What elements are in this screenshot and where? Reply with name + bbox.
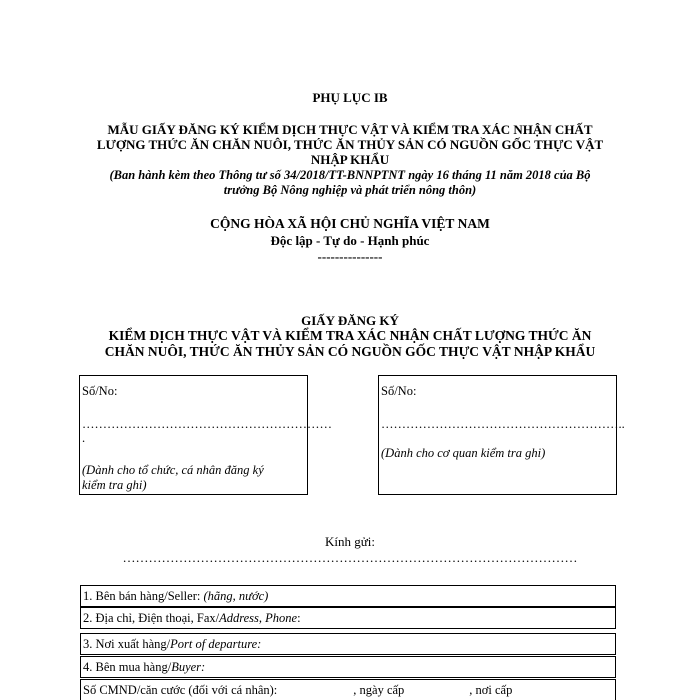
applicant-note-line-1: (Dành cho tổ chức, cá nhân đăng ký <box>82 463 264 477</box>
nation-name: CỘNG HÒA XÃ HỘI CHỦ NGHĨA VIỆT NAM <box>210 216 490 231</box>
legal-note-line-2: trưởng Bộ Nông nghiệp và phát triển nông thôn) <box>223 183 477 197</box>
id-date-label: , ngày cấp <box>353 683 405 697</box>
id-row[interactable] <box>80 679 616 700</box>
authority-note: (Dành cho cơ quan kiểm tra ghi) <box>381 446 546 460</box>
authority-number-box <box>378 375 625 495</box>
authority-number-label: Số/No: <box>381 384 417 398</box>
authority-number-dots[interactable]: ………………………………………………….. <box>381 417 625 431</box>
form-title-line-1: MẪU GIẤY ĐĂNG KÝ KIỂM DỊCH THỰC VẬT VÀ KIỂM TRA XÁC NHẬN CHẤT <box>107 122 593 137</box>
address-colon: : <box>297 611 301 625</box>
nation-motto: Độc lập - Tự do - Hạnh phúc <box>270 233 430 248</box>
address-row[interactable] <box>80 607 616 629</box>
buyer-hint: Buyer: <box>171 660 206 674</box>
certificate-subtitle-line-2: CHĂN NUÔI, THỨC ĂN THỦY SẢN CÓ NGUỒN GỐC THỰC VẬT NHẬP KHẨU <box>104 344 596 359</box>
departure-row[interactable] <box>80 633 616 655</box>
address-hint: Address, Phone <box>219 611 298 625</box>
appendix-title: PHỤ LỤC IB <box>312 90 388 105</box>
applicant-note-line-2: kiểm tra ghi) <box>82 478 147 492</box>
applicant-number-label: Số/No: <box>82 384 118 398</box>
recipient-dots[interactable]: …………………………………………………………………………………………… <box>122 550 578 565</box>
form-title-line-2: LƯỢNG THỨC ĂN CHĂN NUÔI, THỨC ĂN THỦY SẢN CÓ NGUỒN GỐC THỰC VẬT <box>96 137 604 152</box>
departure-hint: Port of departure: <box>170 637 262 651</box>
nation-divider: --------------- <box>317 249 383 264</box>
form-title-line-3: NHẬP KHẨU <box>310 152 390 167</box>
applicant-number-dots[interactable]: …………………………………………………… <box>82 417 332 431</box>
seller-row[interactable] <box>80 585 616 607</box>
recipient-label: Kính gửi: <box>324 534 376 549</box>
buyer-label: 4. Bên mua hàng/ <box>83 660 172 674</box>
id-place-label: , nơi cấp <box>469 683 513 697</box>
seller-hint: (hãng, nước) <box>203 589 269 603</box>
certificate-title: GIẤY ĐĂNG KÝ <box>301 313 399 328</box>
certificate-subtitle-line-1: KIỂM DỊCH THỰC VẬT VÀ KIỂM TRA XÁC NHẬN CHẤT LƯỢNG THỨC ĂN <box>108 328 592 343</box>
departure-label: 3. Nơi xuất hàng/ <box>83 637 171 651</box>
legal-note-line-1: (Ban hành kèm theo Thông tư số 34/2018/TT-BNNPTNT ngày 16 tháng 11 năm 2018 của Bộ <box>109 168 591 182</box>
id-label: Số CMND/căn cước (đối với cá nhân): <box>83 683 278 697</box>
applicant-number-box <box>79 375 332 495</box>
address-label: 2. Địa chỉ, Điện thoại, Fax/ <box>83 611 220 625</box>
applicant-number-dot-tail: . <box>82 431 86 445</box>
buyer-row[interactable] <box>80 656 616 678</box>
seller-label: 1. Bên bán hàng/Seller: <box>83 589 204 603</box>
